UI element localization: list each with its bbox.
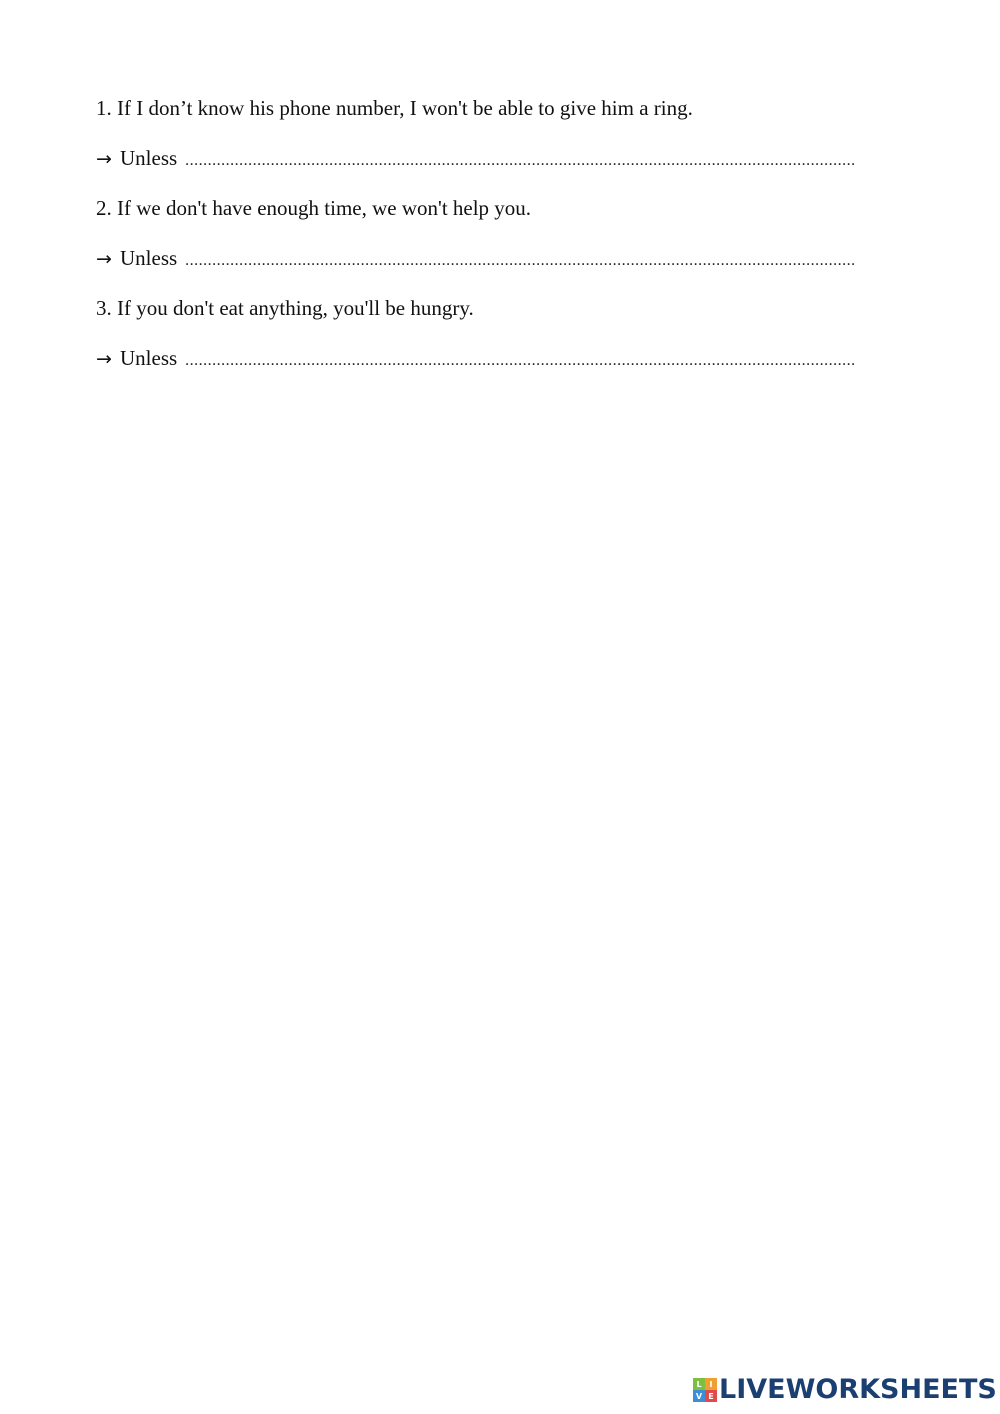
answer-prefix-2: Unless (120, 246, 178, 270)
logo-tile: I (705, 1378, 717, 1390)
question-3: 3. If you don't eat anything, you'll be hungry. (96, 296, 474, 320)
question-2: 2. If we don't have enough time, we won't help you. (96, 196, 532, 220)
answer-blank-3[interactable]: ..................................................................................................................................................... (185, 352, 856, 369)
answer-prefix-3: Unless (120, 346, 178, 370)
arrow-right-icon: → (96, 348, 112, 370)
arrow-right-icon: → (96, 248, 112, 270)
answer-prefix-1: Unless (120, 146, 178, 170)
logo-tile: L (693, 1378, 705, 1390)
question-1: 1. If I don’t know his phone number, I won't be able to give him a ring. (96, 96, 693, 120)
answer-row-2 (96, 243, 904, 273)
logo-tile: E (705, 1390, 717, 1402)
logo-text: LIVEWORKSHEETS (719, 1374, 997, 1405)
liveworksheets-logo-icon (693, 1378, 717, 1402)
answer-row-3 (96, 343, 904, 373)
answer-row-1 (96, 143, 904, 173)
liveworksheets-logo (693, 1373, 997, 1407)
logo-tile: V (693, 1390, 705, 1402)
answer-blank-2[interactable]: ..................................................................................................................................................... (185, 252, 856, 269)
answer-blank-1[interactable]: ..................................................................................................................................................... (185, 152, 856, 169)
worksheet (96, 93, 904, 393)
arrow-right-icon: → (96, 148, 112, 170)
